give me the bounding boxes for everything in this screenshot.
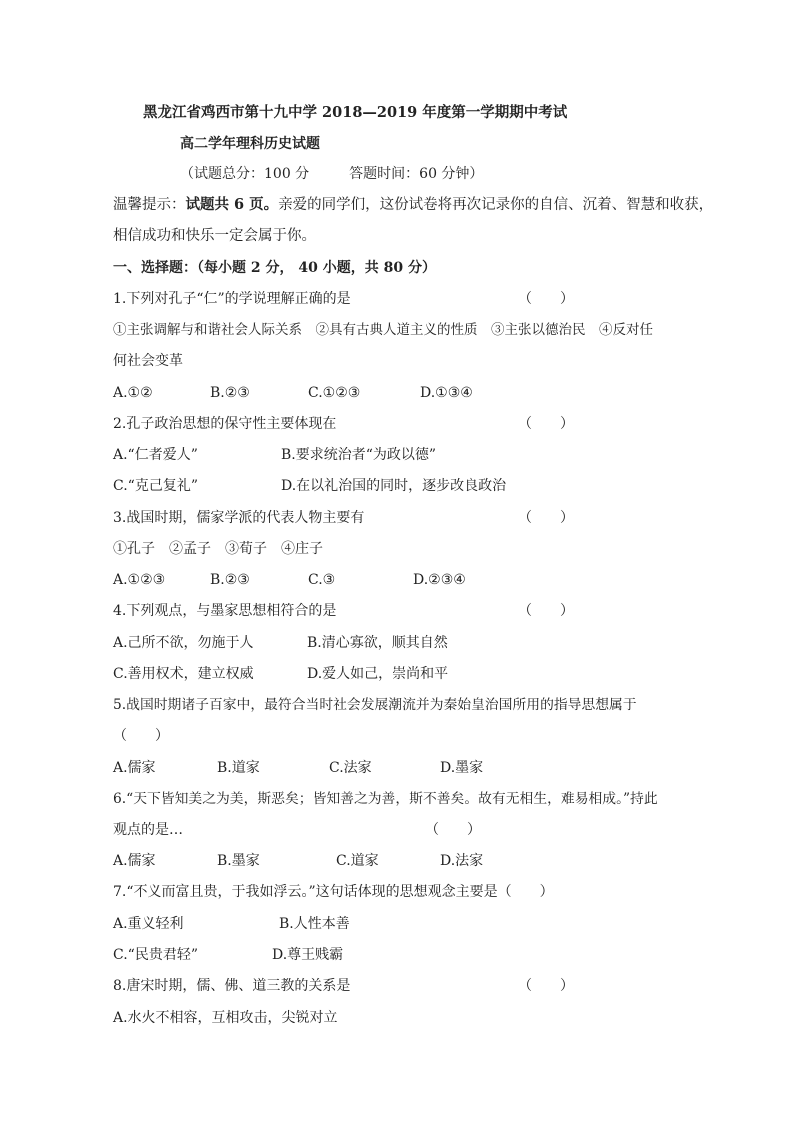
option-d: D.尊王贱霸	[272, 947, 344, 963]
option-c: C.善用权术，建立权威	[113, 666, 254, 682]
question-2-options-row-2	[113, 477, 533, 495]
answer-paren: （ ）	[518, 416, 574, 432]
option-d: D.在以礼治国的同时，逐步改良政治	[281, 478, 507, 494]
option-c: C.道家	[336, 853, 379, 869]
question-1-statements-1: ①主张调解与和谐社会人际关系 ②具有古典人道主义的性质 ③主张以德治民 ④反对任	[113, 322, 653, 338]
total-score: （试题总分：100 分	[180, 166, 310, 182]
question-3-options	[113, 571, 513, 589]
question-1-statements-2: 何社会变革	[113, 353, 183, 369]
option-a: A.①②③	[113, 572, 166, 588]
section-heading: 一、选择题：（每小题 2 分， 40 小题，共 80 分）	[113, 260, 436, 276]
option-c: C.③	[308, 572, 336, 588]
option-a: A.重义轻利	[113, 916, 184, 932]
question-3-statements: ①孔子 ②孟子 ③荀子 ④庄子	[113, 541, 323, 557]
exam-info	[180, 165, 483, 183]
option-c: C.法家	[329, 760, 372, 776]
exam-time: 答题时间：60 分钟）	[349, 166, 484, 182]
exam-title: 黑龙江省鸡西市第十九中学 2018—2019 年度第一学期期中考试	[143, 104, 568, 121]
answer-paren: （ ）	[518, 510, 574, 526]
question-7-stem: 7.“不义而富且贵，于我如浮云。”这句话体现的思想观念主要是（ ）	[113, 884, 554, 900]
option-d: D.爱人如己，崇尚和平	[307, 666, 449, 682]
question-6-options	[113, 852, 533, 870]
question-8-stem: 8.唐宋时期，儒、佛、道三教的关系是	[113, 978, 351, 994]
option-c: C.“民贵君轻”	[113, 947, 198, 963]
option-d: D.法家	[440, 853, 484, 869]
option-b: B.②③	[210, 572, 250, 588]
question-2-options-row-1	[113, 446, 533, 464]
option-d: D.墨家	[440, 760, 484, 776]
question-4-options-row-2	[113, 665, 533, 683]
option-b: B.清心寡欲，顺其自然	[307, 635, 448, 651]
question-6-stem-2: 观点的是…	[113, 822, 183, 838]
question-6-stem: 6.“天下皆知美之为美，斯恶矣；皆知善之为善，斯不善矣。故有无相生，难易相成。”持此	[113, 791, 658, 807]
notice-label: 温馨提示：	[113, 197, 186, 213]
question-4-options-row-1	[113, 634, 533, 652]
option-d: D.②③④	[413, 572, 466, 588]
option-a: A.“仁者爱人”	[113, 447, 198, 463]
question-1-options	[113, 384, 513, 402]
notice-line-2: 相信成功和快乐一定会属于你。	[113, 228, 316, 244]
answer-paren: （ ）	[113, 728, 169, 744]
option-b: B.道家	[217, 760, 260, 776]
question-7-options-row-2	[113, 946, 533, 964]
option-a: A.儒家	[113, 853, 156, 869]
answer-paren: （ ）	[518, 978, 574, 994]
question-2-stem: 2.孔子政治思想的保守性主要体现在	[113, 416, 337, 432]
answer-paren: （ ）	[425, 822, 481, 838]
option-a: A.水火不相容，互相攻击，尖锐对立	[113, 1010, 338, 1026]
option-c: C.“克己复礼”	[113, 478, 198, 494]
notice-line-1	[113, 196, 713, 214]
notice-text: 亲爱的同学们，这份试卷将再次记录你的自信、沉着、智慧和收获，	[278, 197, 714, 213]
exam-subtitle: 高二学年理科历史试题	[180, 136, 320, 152]
option-c: C.①②③	[308, 385, 361, 401]
question-5-options	[113, 759, 533, 777]
answer-paren: （ ）	[518, 603, 574, 619]
question-7-options-row-1	[113, 915, 533, 933]
question-1-stem: 1.下列对孔子“仁”的学说理解正确的是	[113, 291, 351, 307]
option-a: A.①②	[113, 385, 153, 401]
option-a: A.己所不欲，勿施于人	[113, 635, 254, 651]
question-5-stem: 5.战国时期诸子百家中，最符合当时社会发展潮流并为秦始皇治国所用的指导思想属于	[113, 697, 637, 713]
option-a: A.儒家	[113, 760, 156, 776]
option-b: B.人性本善	[279, 916, 350, 932]
option-b: B.墨家	[217, 853, 260, 869]
option-b: B.要求统治者“为政以德”	[281, 447, 437, 463]
option-b: B.②③	[210, 385, 250, 401]
question-4-stem: 4.下列观点，与墨家思想相符合的是	[113, 603, 337, 619]
option-d: D.①③④	[420, 385, 473, 401]
answer-paren: （ ）	[518, 291, 574, 307]
notice-pages: 试题共 6 页。	[185, 196, 279, 213]
question-3-stem: 3.战国时期，儒家学派的代表人物主要有	[113, 510, 365, 526]
